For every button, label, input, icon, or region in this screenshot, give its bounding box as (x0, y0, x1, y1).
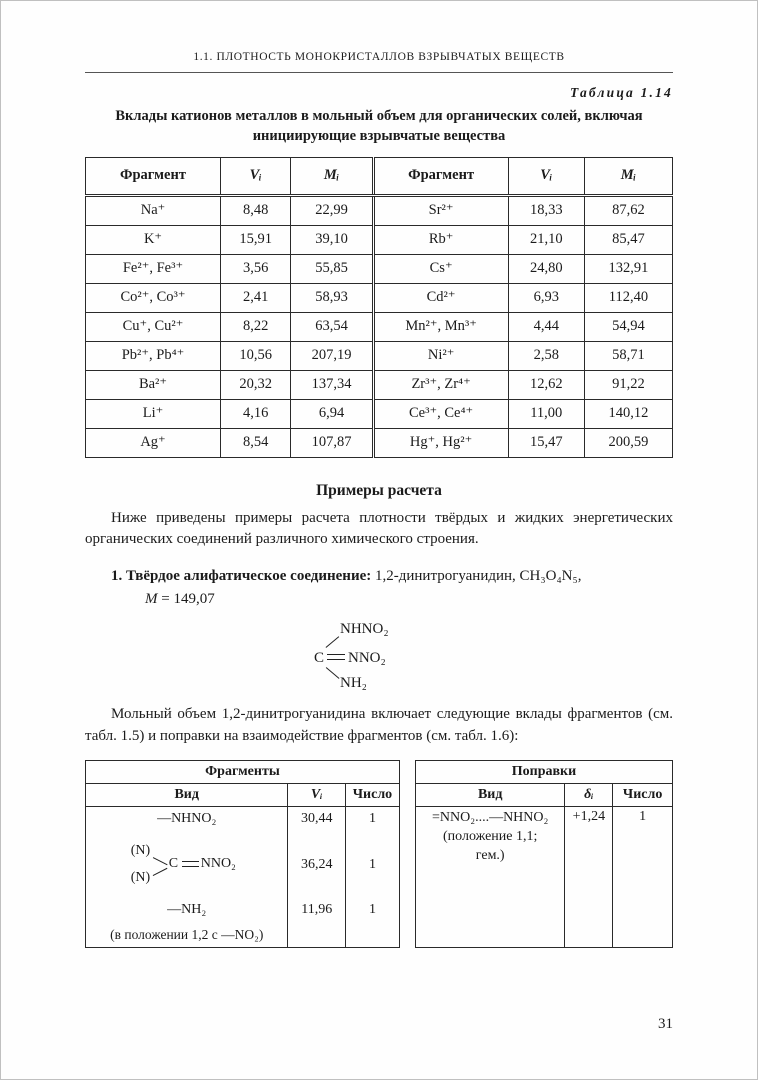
table-cell: 8,48 (221, 195, 291, 225)
corrections-table-title: Поправки (415, 761, 672, 784)
formula-n-top: (N) (130, 842, 151, 858)
table-cell: 55,85 (291, 254, 373, 283)
bond-line-bottom (152, 868, 167, 876)
formula-nh2: NH₂ (340, 675, 367, 692)
table-cell: K⁺ (86, 225, 221, 254)
metal-cations-table (85, 157, 673, 458)
table-cell: 10,56 (221, 341, 291, 370)
section-heading: Примеры расчета (316, 481, 442, 499)
table-row (86, 370, 673, 399)
table-cell: Li⁺ (86, 399, 221, 428)
column-header: Vᵢ (288, 784, 346, 807)
table-row (86, 428, 673, 457)
molar-mass-value: = 149,07 (157, 590, 215, 607)
table-cell: Zr³⁺, Zr⁴⁺ (373, 370, 508, 399)
table-cell: 112,40 (584, 283, 672, 312)
column-header: Фрагмент (373, 157, 508, 195)
table-cell: Cu⁺, Cu²⁺ (86, 312, 221, 341)
table-cell: 15,91 (221, 225, 291, 254)
table-cell: 58,93 (291, 283, 373, 312)
table-cell: 8,54 (221, 428, 291, 457)
table-cell: 4,44 (508, 312, 584, 341)
table-cell: Cd²⁺ (373, 283, 508, 312)
example-item-label: 1. Твёрдое алифатическое соединение: (111, 568, 372, 585)
table-cell: 87,62 (584, 195, 672, 225)
bond-line-down (326, 668, 340, 680)
table-cell: 24,80 (508, 254, 584, 283)
chemical-structure (304, 620, 454, 696)
table-header-row (86, 157, 673, 195)
table-cell: Ni²⁺ (373, 341, 508, 370)
table-cell: 6,93 (508, 283, 584, 312)
fragments-table-title: Фрагменты (86, 761, 400, 784)
table-cell: Cs⁺ (373, 254, 508, 283)
fragment-count: 1 (346, 832, 400, 898)
formula-carbon: C (168, 855, 179, 871)
table-cell: Ba²⁺ (86, 370, 221, 399)
table-cell: Ce³⁺, Ce⁴⁺ (373, 399, 508, 428)
fragment-row (86, 898, 400, 923)
fragment-formula (86, 832, 288, 898)
mini-chemical-structure (131, 842, 243, 888)
table-cell: 15,47 (508, 428, 584, 457)
column-header: δᵢ (565, 784, 613, 807)
example-item (85, 565, 673, 610)
fragment-footnote: (в положении 1,2 с —NO₂) (86, 923, 288, 948)
table-row (86, 254, 673, 283)
table-cell: 107,87 (291, 428, 373, 457)
table-cell: 12,62 (508, 370, 584, 399)
table-title-row (415, 761, 672, 784)
fragment-row (86, 832, 400, 898)
table-cell: 132,91 (584, 254, 672, 283)
formula-n-bottom: (N) (130, 869, 151, 885)
table-cell: 20,32 (221, 370, 291, 399)
column-header: Число (346, 784, 400, 807)
table-cell: 85,47 (584, 225, 672, 254)
metal-table-body (86, 195, 673, 457)
bottom-tables (85, 760, 673, 948)
molar-mass-symbol: M (145, 590, 158, 607)
table-title-row (86, 761, 400, 784)
bond-line-up (326, 637, 340, 649)
corrections-table (415, 760, 673, 948)
double-bond-line (182, 861, 199, 867)
column-header: Число (613, 784, 673, 807)
table-cell: Hg⁺, Hg²⁺ (373, 428, 508, 457)
correction-delta: +1,24 (565, 807, 613, 948)
formula-nhno2: NHNO₂ (340, 621, 389, 638)
correction-formula-line: (положение 1,1; (442, 829, 538, 845)
correction-count: 1 (613, 807, 673, 948)
running-head: 1.1. ПЛОТНОСТЬ МОНОКРИСТАЛЛОВ ВЗРЫВЧАТЫХ ВЕЩЕСТВ (193, 51, 565, 63)
table-cell: 137,34 (291, 370, 373, 399)
table-cell: 2,41 (221, 283, 291, 312)
table-title: Вклады катионов металлов в мольный объем для органических солей, включая инициирующие взрывчатые вещества (115, 108, 643, 145)
table-cell: Na⁺ (86, 195, 221, 225)
body-paragraph: Мольный объем 1,2-динитрогуанидина включает следующие вклады фрагментов (см. табл. 1.5) и поправки на взаимодействие фрагментов (см. табл. 1.6): (85, 706, 673, 745)
table-header-row (86, 784, 400, 807)
table-cell: 63,54 (291, 312, 373, 341)
table-row (86, 195, 673, 225)
column-header: Mᵢ (584, 157, 672, 195)
table-cell: 11,00 (508, 399, 584, 428)
table-cell: 2,58 (508, 341, 584, 370)
formula-nno2: NNO₂ (200, 855, 236, 871)
column-header: Vᵢ (221, 157, 291, 195)
fragments-table (85, 760, 400, 948)
table-cell: 6,94 (291, 399, 373, 428)
table-cell: Ag⁺ (86, 428, 221, 457)
table-cell: Pb²⁺, Pb⁴⁺ (86, 341, 221, 370)
example-item-text: 1,2-динитрогуанидин, CH₃O₄N₅, (371, 568, 582, 585)
molar-mass (119, 588, 215, 611)
column-header: Вид (415, 784, 565, 807)
table-cell: 8,22 (221, 312, 291, 341)
table-cell: Co²⁺, Co³⁺ (86, 283, 221, 312)
fragment-volume: 36,24 (288, 832, 346, 898)
table-row (86, 399, 673, 428)
table-cell: Rb⁺ (373, 225, 508, 254)
correction-formula-line: гем.) (475, 847, 505, 863)
fragment-row (86, 807, 400, 832)
table-cell: 22,99 (291, 195, 373, 225)
formula-nno2: NNO₂ (348, 650, 386, 667)
correction-row (415, 807, 672, 948)
header-divider (85, 72, 673, 73)
fragment-formula: —NH₂ (86, 898, 288, 923)
table-cell: 21,10 (508, 225, 584, 254)
correction-formula (415, 807, 565, 948)
table-cell: 58,71 (584, 341, 672, 370)
table-header-row (415, 784, 672, 807)
formula-carbon: C (314, 650, 325, 667)
table-cell: Fe²⁺, Fe³⁺ (86, 254, 221, 283)
footnote-row (86, 923, 400, 948)
table-row (86, 225, 673, 254)
double-bond-line (327, 654, 345, 660)
column-header: Vᵢ (508, 157, 584, 195)
column-header: Вид (86, 784, 288, 807)
table-cell: 39,10 (291, 225, 373, 254)
column-header: Фрагмент (86, 157, 221, 195)
bond-line-top (152, 857, 167, 865)
table-row (86, 341, 673, 370)
table-cell: 4,16 (221, 399, 291, 428)
empty-cell (288, 923, 346, 948)
fragment-volume: 11,96 (288, 898, 346, 923)
table-caption: Таблица 1.14 (569, 85, 673, 100)
fragment-count: 1 (346, 898, 400, 923)
table-row (86, 312, 673, 341)
table-cell: 18,33 (508, 195, 584, 225)
fragment-formula: —NHNO₂ (86, 807, 288, 832)
table-cell: 3,56 (221, 254, 291, 283)
fragment-count: 1 (346, 807, 400, 832)
table-cell: Sr²⁺ (373, 195, 508, 225)
column-header: Mᵢ (291, 157, 373, 195)
table-cell: 200,59 (584, 428, 672, 457)
correction-formula-line: =NNO₂....—NHNO₂ (431, 810, 549, 826)
table-row (86, 283, 673, 312)
empty-cell (346, 923, 400, 948)
fragment-volume: 30,44 (288, 807, 346, 832)
table-cell: Mn²⁺, Mn³⁺ (373, 312, 508, 341)
intro-paragraph: Ниже приведены примеры расчета плотности твёрдых и жидких энергетических органических соединений различного химического строения. (85, 509, 673, 548)
table-cell: 54,94 (584, 312, 672, 341)
table-cell: 91,22 (584, 370, 672, 399)
page-number: 31 (658, 1016, 673, 1032)
table-cell: 207,19 (291, 341, 373, 370)
table-cell: 140,12 (584, 399, 672, 428)
